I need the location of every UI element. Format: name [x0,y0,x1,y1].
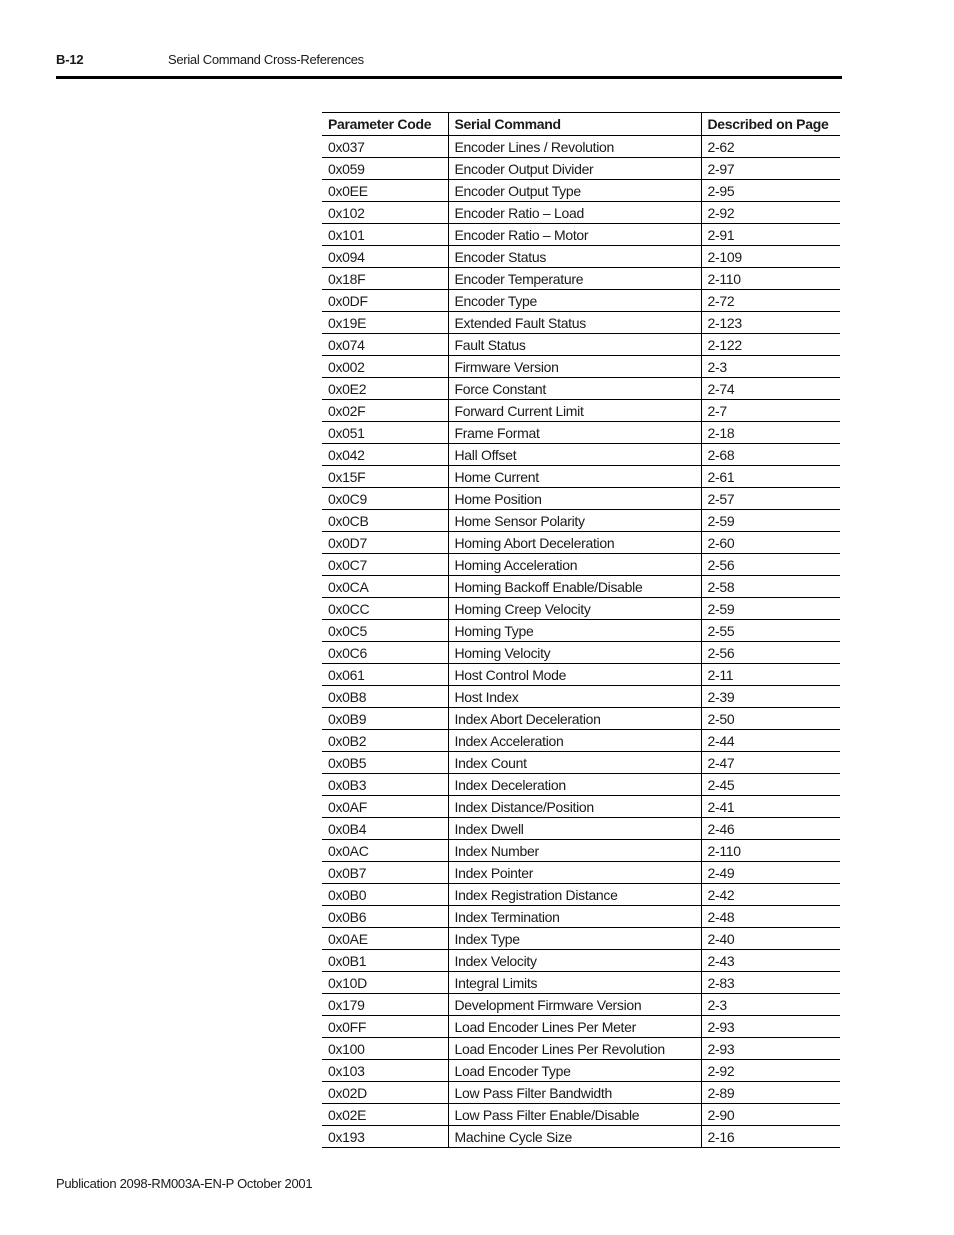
serial-command-cell: Index Distance/Position [448,796,701,818]
serial-command-cell: Force Constant [448,378,701,400]
serial-command-cell: Encoder Type [448,290,701,312]
serial-command-cell: Frame Format [448,422,701,444]
table-row [322,576,840,598]
parameter-code-cell: 0x02D [322,1082,448,1104]
page-reference-cell: 2-110 [701,268,840,290]
table-row [322,1104,840,1126]
column-header-described-on-page: Described on Page [701,113,840,136]
table-row [322,708,840,730]
publication-footer: Publication 2098-RM003A-EN-P October 2001 [56,1176,313,1191]
table-row [322,378,840,400]
page-reference-cell: 2-56 [701,642,840,664]
column-header-serial-command: Serial Command [448,113,701,136]
serial-command-cell: Fault Status [448,334,701,356]
table-row [322,444,840,466]
parameter-code-cell: 0x193 [322,1126,448,1148]
parameter-code-cell: 0x18F [322,268,448,290]
table-row [322,1060,840,1082]
page-reference-cell: 2-56 [701,554,840,576]
parameter-code-cell: 0x0B0 [322,884,448,906]
table-row [322,686,840,708]
serial-command-cell: Homing Creep Velocity [448,598,701,620]
table-row [322,774,840,796]
page-reference-cell: 2-46 [701,818,840,840]
serial-command-cell: Homing Type [448,620,701,642]
serial-command-cell: Low Pass Filter Enable/Disable [448,1104,701,1126]
table-row [322,950,840,972]
parameter-code-cell: 0x051 [322,422,448,444]
page-reference-cell: 2-39 [701,686,840,708]
page-reference-cell: 2-90 [701,1104,840,1126]
table-row [322,994,840,1016]
parameter-code-cell: 0x0D7 [322,532,448,554]
table-row [322,972,840,994]
page-reference-cell: 2-47 [701,752,840,774]
page-reference-cell: 2-50 [701,708,840,730]
page-reference-cell: 2-3 [701,356,840,378]
parameter-code-cell: 0x061 [322,664,448,686]
serial-command-cell: Machine Cycle Size [448,1126,701,1148]
table-row [322,510,840,532]
parameter-code-cell: 0x0FF [322,1016,448,1038]
serial-command-cell: Homing Backoff Enable/Disable [448,576,701,598]
parameter-code-cell: 0x103 [322,1060,448,1082]
page-reference-cell: 2-89 [701,1082,840,1104]
page-reference-cell: 2-60 [701,532,840,554]
serial-command-cell: Encoder Output Divider [448,158,701,180]
page-reference-cell: 2-7 [701,400,840,422]
section-title: Serial Command Cross-References [168,52,364,67]
table-row [322,268,840,290]
serial-command-cell: Development Firmware Version [448,994,701,1016]
serial-command-cell: Encoder Temperature [448,268,701,290]
table-row [322,1038,840,1060]
parameter-code-cell: 0x179 [322,994,448,1016]
serial-command-cell: Load Encoder Lines Per Meter [448,1016,701,1038]
page-reference-cell: 2-3 [701,994,840,1016]
serial-command-cell: Integral Limits [448,972,701,994]
parameter-code-cell: 0x074 [322,334,448,356]
parameter-code-cell: 0x0C7 [322,554,448,576]
table-body [322,136,840,1148]
page-reference-cell: 2-61 [701,466,840,488]
table-row [322,290,840,312]
serial-command-cell: Index Velocity [448,950,701,972]
parameter-code-cell: 0x0B7 [322,862,448,884]
parameter-code-cell: 0x15F [322,466,448,488]
table-row [322,840,840,862]
serial-command-cell: Index Pointer [448,862,701,884]
table-row [322,554,840,576]
parameter-code-cell: 0x10D [322,972,448,994]
parameter-code-cell: 0x02E [322,1104,448,1126]
serial-command-cell: Encoder Lines / Revolution [448,136,701,158]
table-row [322,466,840,488]
table-row [322,202,840,224]
parameter-code-cell: 0x0B6 [322,906,448,928]
parameter-code-cell: 0x0C6 [322,642,448,664]
parameter-code-cell: 0x037 [322,136,448,158]
page-reference-cell: 2-44 [701,730,840,752]
page-reference-cell: 2-91 [701,224,840,246]
page-reference-cell: 2-11 [701,664,840,686]
table-row [322,422,840,444]
parameter-code-cell: 0x0AF [322,796,448,818]
table-row [322,884,840,906]
table-row [322,488,840,510]
serial-command-cell: Extended Fault Status [448,312,701,334]
serial-command-cell: Homing Acceleration [448,554,701,576]
table-row [322,312,840,334]
serial-command-cell: Hall Offset [448,444,701,466]
table-row [322,664,840,686]
page-reference-cell: 2-16 [701,1126,840,1148]
serial-command-cell: Home Sensor Polarity [448,510,701,532]
table-row [322,1082,840,1104]
table-row [322,1126,840,1148]
serial-command-cell: Index Deceleration [448,774,701,796]
page-reference-cell: 2-45 [701,774,840,796]
parameter-code-cell: 0x002 [322,356,448,378]
parameter-code-cell: 0x101 [322,224,448,246]
table-row [322,796,840,818]
parameter-code-cell: 0x0E2 [322,378,448,400]
table-row [322,928,840,950]
page-reference-cell: 2-62 [701,136,840,158]
table-row [322,400,840,422]
parameter-code-cell: 0x0B8 [322,686,448,708]
serial-command-cell: Load Encoder Lines Per Revolution [448,1038,701,1060]
parameter-code-cell: 0x0B3 [322,774,448,796]
page-reference-cell: 2-123 [701,312,840,334]
serial-command-cell: Low Pass Filter Bandwidth [448,1082,701,1104]
page-reference-cell: 2-55 [701,620,840,642]
page-reference-cell: 2-18 [701,422,840,444]
page-header [56,52,842,79]
parameter-code-cell: 0x042 [322,444,448,466]
table-row [322,906,840,928]
serial-command-cell: Index Type [448,928,701,950]
parameter-code-cell: 0x0B2 [322,730,448,752]
page-reference-cell: 2-109 [701,246,840,268]
table-row [322,598,840,620]
parameter-code-cell: 0x059 [322,158,448,180]
parameter-code-cell: 0x19E [322,312,448,334]
parameter-code-cell: 0x0DF [322,290,448,312]
table-row [322,730,840,752]
parameter-code-cell: 0x0CB [322,510,448,532]
table-row [322,224,840,246]
parameter-code-cell: 0x102 [322,202,448,224]
serial-command-cell: Index Number [448,840,701,862]
page-reference-cell: 2-95 [701,180,840,202]
page-reference-cell: 2-58 [701,576,840,598]
page-reference-cell: 2-41 [701,796,840,818]
page-reference-cell: 2-72 [701,290,840,312]
serial-command-cell: Encoder Ratio – Motor [448,224,701,246]
table-row [322,862,840,884]
table-row [322,818,840,840]
page-reference-cell: 2-110 [701,840,840,862]
page-reference-cell: 2-57 [701,488,840,510]
page-reference-cell: 2-74 [701,378,840,400]
parameter-code-cell: 0x0B4 [322,818,448,840]
parameter-code-cell: 0x0EE [322,180,448,202]
table-row [322,620,840,642]
parameter-code-cell: 0x094 [322,246,448,268]
serial-command-cell: Homing Velocity [448,642,701,664]
serial-command-cell: Forward Current Limit [448,400,701,422]
serial-command-cell: Index Dwell [448,818,701,840]
serial-command-cell: Encoder Status [448,246,701,268]
parameter-code-cell: 0x0B1 [322,950,448,972]
serial-command-cell: Encoder Ratio – Load [448,202,701,224]
parameter-code-cell: 0x02F [322,400,448,422]
page-reference-cell: 2-122 [701,334,840,356]
parameter-code-cell: 0x0C9 [322,488,448,510]
page-reference-cell: 2-48 [701,906,840,928]
cross-reference-table [322,112,840,1148]
serial-command-cell: Encoder Output Type [448,180,701,202]
table-row [322,642,840,664]
table-header-row [322,113,840,136]
serial-command-cell: Home Current [448,466,701,488]
table-row [322,246,840,268]
serial-command-cell: Index Registration Distance [448,884,701,906]
serial-command-cell: Index Termination [448,906,701,928]
page-reference-cell: 2-92 [701,202,840,224]
column-header-parameter-code: Parameter Code [322,113,448,136]
page-reference-cell: 2-97 [701,158,840,180]
serial-command-cell: Host Control Mode [448,664,701,686]
page-reference-cell: 2-92 [701,1060,840,1082]
parameter-code-cell: 0x0CC [322,598,448,620]
parameter-code-cell: 0x0C5 [322,620,448,642]
page-reference-cell: 2-59 [701,598,840,620]
table-row [322,180,840,202]
table-row [322,532,840,554]
page-reference-cell: 2-93 [701,1016,840,1038]
page-reference-cell: 2-42 [701,884,840,906]
parameter-code-cell: 0x0CA [322,576,448,598]
serial-command-cell: Index Acceleration [448,730,701,752]
table-row [322,158,840,180]
page-reference-cell: 2-43 [701,950,840,972]
serial-command-cell: Home Position [448,488,701,510]
table-row [322,752,840,774]
table-row [322,1016,840,1038]
parameter-code-cell: 0x0AE [322,928,448,950]
serial-command-cell: Index Abort Deceleration [448,708,701,730]
page-reference-cell: 2-68 [701,444,840,466]
table-row [322,356,840,378]
parameter-code-cell: 0x100 [322,1038,448,1060]
serial-command-cell: Firmware Version [448,356,701,378]
serial-command-cell: Index Count [448,752,701,774]
table-row [322,136,840,158]
parameter-code-cell: 0x0B5 [322,752,448,774]
page-number: B-12 [56,52,84,67]
serial-command-cell: Host Index [448,686,701,708]
parameter-code-cell: 0x0AC [322,840,448,862]
serial-command-cell: Load Encoder Type [448,1060,701,1082]
page-reference-cell: 2-93 [701,1038,840,1060]
page-reference-cell: 2-83 [701,972,840,994]
page-reference-cell: 2-59 [701,510,840,532]
page-reference-cell: 2-49 [701,862,840,884]
parameter-code-cell: 0x0B9 [322,708,448,730]
serial-command-cell: Homing Abort Deceleration [448,532,701,554]
page-reference-cell: 2-40 [701,928,840,950]
table-row [322,334,840,356]
